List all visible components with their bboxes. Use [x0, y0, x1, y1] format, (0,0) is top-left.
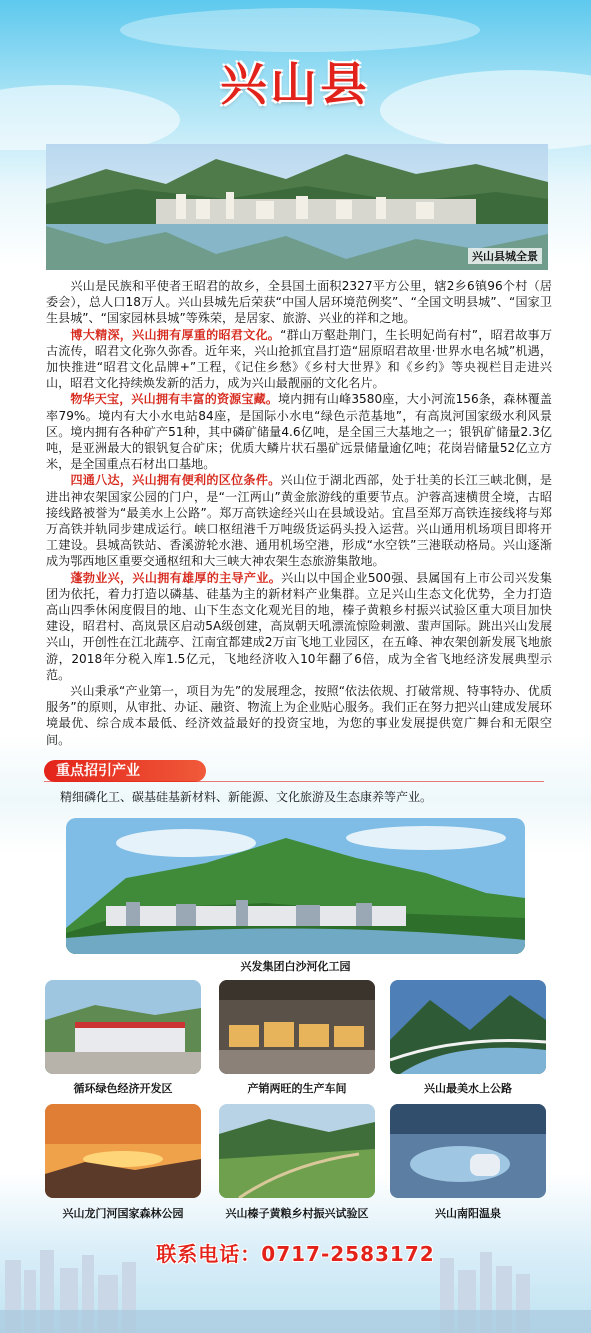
workshop-photo: [219, 980, 375, 1074]
hot-spring-photo: [390, 1104, 546, 1198]
county-panorama-photo: [46, 144, 548, 270]
page-title: 兴山县: [220, 57, 371, 111]
workshop-caption: 产销两旺的生产车间: [247, 1082, 347, 1095]
industry-heading: 蓬勃业兴，兴山拥有雄厚的主导产业。: [70, 570, 282, 585]
resources-heading: 物华天宝，兴山拥有丰富的资源宝藏。: [70, 392, 279, 407]
invitation-text: 兴山秉承“产业第一，项目为先”的发展理念，按照“依法依规、打破常规、特事特办、优质服务”的原则，从审批、办证、融资、物流上为企业贴心服务。我们正在努力把兴山建成发展环境最优、综合成本最低、经济效益最好的投资宝地，为您的事业发展提供宽广舞台和无限空间。: [46, 684, 552, 747]
industry-text: 兴山以中国企业500强、县属国有上市公司兴发集团为依托，着力打造以磷基、硅基为主的新材料产业集群。立足兴山生态文化优势，全力打造高山四季休闲度假目的地、山下生态文化观光目的地，榛子黄粮乡村振兴试验区重大项目加快建设，昭君村、高岚景区启动5A级创建，高岚朝天吼漂流惊险刺激、蜚声国际。跳出兴山发展兴山，开创性在江北蔬亭、江南宜都建成2万亩飞地工业园区，在五峰、神农架创新发展飞地旅游，2018年分税入库1.5亿元，飞地经济收入10年翻了6倍，成为全省飞地经济发展典型示范。: [46, 570, 552, 682]
water-road-photo: [390, 980, 546, 1074]
hot-spring-caption: 兴山南阳温泉: [435, 1207, 501, 1220]
industry-paragraph: [46, 570, 552, 683]
intro-text: 兴山是民族和平使者王昭君的故乡，全县国土面积2327平方公里，辖2乡6镇96个村（居委会），总人口18万人。兴山县城先后荣获“中国人居环境范例奖”、“全国文明县城”、“国家卫生县城”、“国家园林县城”等殊荣，是居家、旅游、兴业的祥和之地。: [46, 279, 552, 326]
rural-zone-photo: [219, 1104, 375, 1198]
county-introduction: [46, 278, 552, 748]
economic-zone-caption: 循环绿色经济开发区: [73, 1082, 173, 1095]
economic-zone-photo: [45, 980, 201, 1074]
forest-park-caption: 兴山龙门河国家森林公园: [62, 1207, 184, 1220]
intro-paragraph: [46, 278, 552, 327]
chemical-park-photo: [66, 818, 525, 954]
key-industries-text: 精细磷化工、碳基硅基新材料、新能源、文化旅游及生态康养等产业。: [60, 790, 433, 804]
hero-caption: 兴山县城全景: [468, 248, 542, 264]
forest-park-photo: [45, 1104, 201, 1198]
location-text: 兴山位于湖北西部，处于壮美的长江三峡北侧，是进出神农架国家公园的门户，是“一江两山”黄金旅游线的重要节点。沪蓉高速横贯全境，古昭接线路被誉为“最美水上公路”。郑万高铁途经兴山在县域设站。宜昌至郑万高铁连接线将与郑万高铁并轨同步建成运行。峡口枢纽港千万吨级货运码头投入运营。兴山通用机场项目即将开工建设。县城高铁站、香溪游轮水港、通用机场空港，形成“水空铁”三港联动格局。兴山逐渐成为鄂西地区重要交通枢纽和大三峡大神农架生态旅游集散地。: [46, 473, 552, 569]
section-divider: [44, 781, 544, 782]
location-paragraph: [46, 472, 552, 569]
contact-phone: 联系电话：0717-2583172: [156, 1242, 435, 1266]
culture-heading: 博大精深，兴山拥有厚重的昭君文化。: [70, 327, 281, 342]
resources-text: 境内拥有山峰3580座，大小河流156条，森林覆盖率79%。境内有大小水电站84座，是国际小水电“绿色示范基地”，有高岚河国家级水利风景区。境内拥有各种矿产51种，其中磷矿储量4.6亿吨，是全国三大基地之一；银钒矿储量2.3亿吨，是亚洲最大的银钒复合矿床；优质大鳞片状石墨矿远景储量逾亿吨；花岗岩储量52亿立方米，是全国重点石材出口基地。: [46, 392, 552, 472]
water-road-caption: 兴山最美水上公路: [424, 1082, 512, 1095]
culture-paragraph: [46, 327, 552, 392]
main-photo-caption: 兴发集团白沙河化工园: [240, 960, 351, 973]
section-title: 重点招引产业: [44, 760, 206, 782]
culture-text: “群山万壑赴荆门，生长明妃尚有村”，昭君故事万古流传，昭君文化弥久弥香。近年来，兴山抢抓宜昌打造“屈原昭君故里·世界水电名城”机遇，加快推进“昭君文化品牌+”工程，《记住乡愁》《乡村大世界》和《乡约》等央视栏目走进兴山，昭君文化持续焕发新的活力，成为兴山最靓丽的文化名片。: [46, 327, 552, 391]
rural-zone-caption: 兴山榛子黄粮乡村振兴试验区: [225, 1207, 369, 1220]
location-heading: 四通八达，兴山拥有便利的区位条件。: [70, 473, 281, 488]
resources-paragraph: [46, 391, 552, 472]
invitation-paragraph: [46, 683, 552, 748]
